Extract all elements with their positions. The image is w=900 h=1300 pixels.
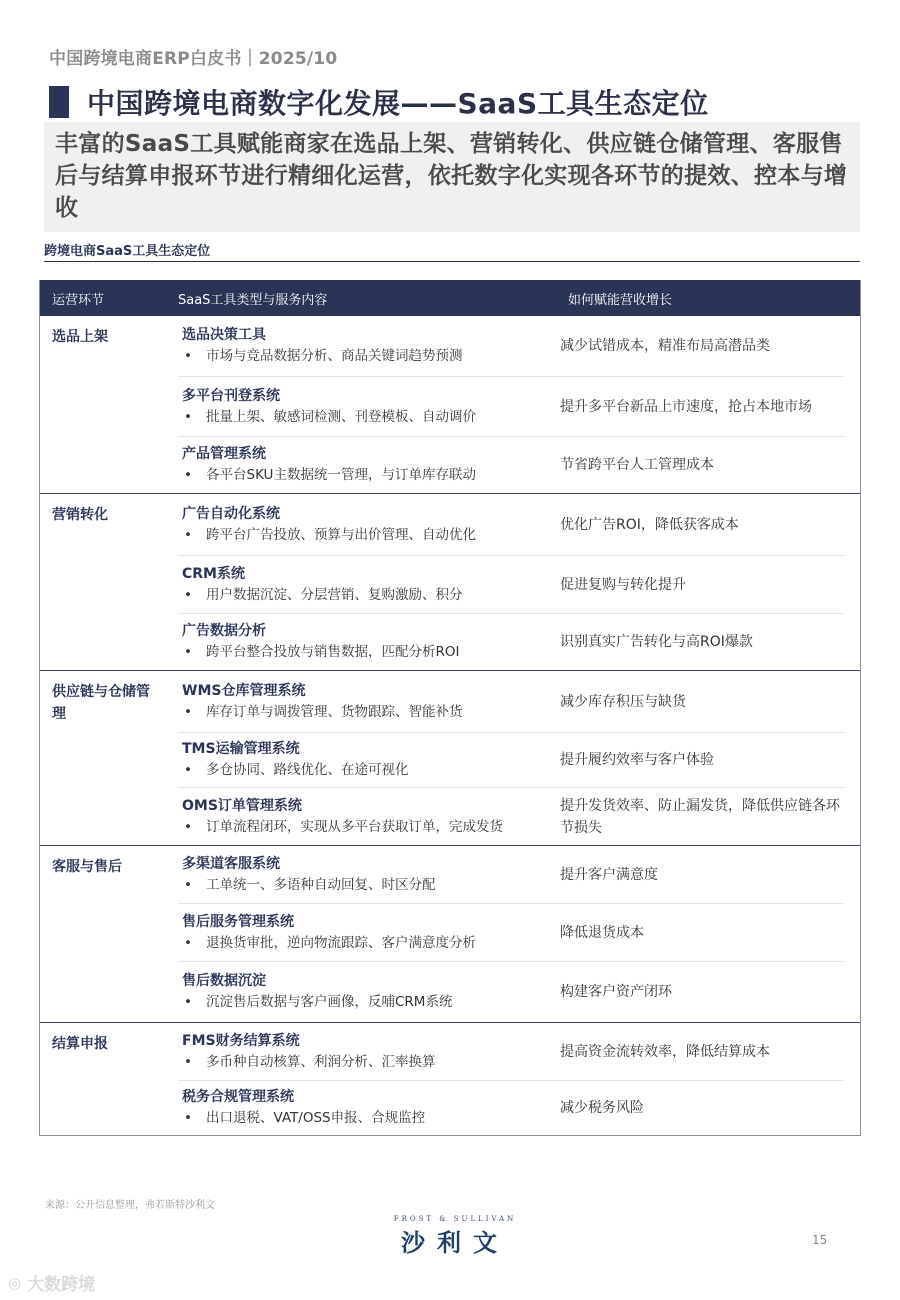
tool-name: 多平台刊登系统 xyxy=(182,387,280,404)
stage-label: 客服与售后 xyxy=(52,859,122,875)
bullet-icon: • xyxy=(184,994,192,1010)
value-text: 减少税务风险 xyxy=(560,1100,644,1116)
tool-description: 多仓协同、路线优化、在途可视化 xyxy=(206,762,409,778)
table-row xyxy=(178,962,844,1022)
tool-name: OMS订单管理系统 xyxy=(182,797,302,814)
tool-description: 多币种自动核算、利润分析、汇率换算 xyxy=(206,1053,436,1070)
bullet-icon: • xyxy=(184,818,192,835)
bullet-icon: • xyxy=(184,526,192,543)
bullet-icon: • xyxy=(184,762,192,778)
saas-ecosystem-table xyxy=(39,280,861,1136)
table-row xyxy=(178,733,844,788)
value-text: 促进复购与转化提升 xyxy=(560,576,686,593)
tool-name: 税务合规管理系统 xyxy=(182,1089,294,1105)
table-row xyxy=(178,904,844,962)
value-text: 提升发货效率、防止漏发货，降低供应链各环节损失 xyxy=(560,797,840,836)
value-text: 提升客户满意度 xyxy=(560,866,658,883)
title-row xyxy=(49,82,709,122)
summary-text: 丰富的SaaS工具赋能商家在选品上架、营销转化、供应链仓储管理、客服售后与结算申报环节进行精细化运营，依托数字化实现各环节的提效、控本与增收 xyxy=(55,131,848,221)
value-text: 降低退货成本 xyxy=(560,924,644,941)
tool-description: 沉淀售后数据与客户画像，反哺CRM系统 xyxy=(206,994,453,1010)
value-text: 节省跨平台人工管理成本 xyxy=(560,457,714,473)
stage-label: 结算申报 xyxy=(52,1036,108,1052)
table-row xyxy=(178,494,844,556)
table-row xyxy=(178,556,844,614)
logo-chinese-text: 沙利文 xyxy=(401,1229,509,1257)
page-number: 15 xyxy=(812,1233,828,1247)
table-row xyxy=(178,437,844,493)
stage-label: 营销转化 xyxy=(52,507,108,523)
bullet-icon: • xyxy=(184,348,192,364)
table-header-row xyxy=(40,280,860,316)
bullet-icon: • xyxy=(184,1110,192,1126)
table-row xyxy=(178,377,844,437)
tool-description: 退换货审批，逆向物流跟踪、客户满意度分析 xyxy=(206,934,476,951)
tool-description: 各平台SKU主数据统一管理，与订单库存联动 xyxy=(206,467,476,483)
column-header-tool: SaaS工具类型与服务内容 xyxy=(178,292,328,308)
table-row xyxy=(178,1023,844,1081)
column-header-stage: 运营环节 xyxy=(52,292,105,308)
page-title: 中国跨境电商数字化发展——SaaS工具生态定位 xyxy=(87,87,709,120)
tool-name: 售后服务管理系统 xyxy=(182,913,294,930)
logo-english-text: FROST & SULLIVAN xyxy=(393,1215,517,1223)
tool-name: 产品管理系统 xyxy=(182,446,266,462)
bullet-icon: • xyxy=(184,1053,192,1070)
tool-description: 库存订单与调拨管理、货物跟踪、智能补货 xyxy=(206,703,463,720)
stage-label: 选品上架 xyxy=(52,329,108,345)
summary-box xyxy=(44,122,860,232)
table-group-customer-service xyxy=(40,846,860,1023)
tool-description: 出口退税、VAT/OSS申报、合规监控 xyxy=(206,1110,426,1126)
tool-description: 批量上架、敏感词检测、刊登模板、自动调价 xyxy=(206,408,476,425)
report-header: 中国跨境电商ERP白皮书｜2025/10 xyxy=(49,49,338,69)
frost-sullivan-logo xyxy=(390,1215,520,1258)
bullet-icon: • xyxy=(184,586,192,603)
table-row xyxy=(178,1081,844,1135)
tool-description: 订单流程闭环，实现从多平台获取订单，完成发货 xyxy=(206,818,503,835)
tool-name: 多渠道客服系统 xyxy=(182,855,280,872)
table-row xyxy=(178,316,844,377)
tool-description: 跨平台广告投放、预算与出价管理、自动优化 xyxy=(206,526,476,543)
value-text: 提升履约效率与客户体验 xyxy=(560,752,714,768)
tool-name: CRM系统 xyxy=(182,565,245,582)
watermark-text: 大数跨境 xyxy=(27,1275,96,1295)
tool-description: 跨平台整合投放与销售数据，匹配分析ROI xyxy=(206,644,460,660)
value-text: 识别真实广告转化与高ROI爆款 xyxy=(560,634,753,650)
table-group-marketing xyxy=(40,494,860,671)
bullet-icon: • xyxy=(184,644,192,660)
table-group-product-listing xyxy=(40,316,860,494)
value-text: 提高资金流转效率，降低结算成本 xyxy=(560,1043,770,1060)
value-text: 减少试错成本，精准布局高潜品类 xyxy=(560,338,770,354)
bullet-icon: • xyxy=(184,408,192,425)
value-text: 提升多平台新品上市速度，抢占本地市场 xyxy=(560,398,812,415)
tool-name: 售后数据沉淀 xyxy=(182,973,266,989)
tool-name: 广告自动化系统 xyxy=(182,505,280,522)
bullet-icon: • xyxy=(184,934,192,951)
stage-label: 供应链与仓储管理 xyxy=(52,684,150,722)
value-text: 构建客户资产闭环 xyxy=(560,984,672,1000)
watermark-logo-icon: ◎ xyxy=(8,1273,22,1292)
tool-description: 市场与竞品数据分析、商品关键词趋势预测 xyxy=(206,348,463,364)
bullet-icon: • xyxy=(184,703,192,720)
table-row xyxy=(178,671,844,733)
watermark xyxy=(8,1270,95,1295)
source-note: 来源：公开信息整理，弗若斯特沙利文 xyxy=(45,1200,215,1211)
tool-name: 选品决策工具 xyxy=(182,327,266,343)
table-group-supply-chain xyxy=(40,671,860,846)
table-row xyxy=(178,788,844,845)
table-row xyxy=(178,614,844,670)
table-row xyxy=(178,846,844,904)
tool-name: TMS运输管理系统 xyxy=(182,741,300,757)
title-accent-bar xyxy=(49,86,69,118)
tool-description: 用户数据沉淀、分层营销、复购激励、积分 xyxy=(206,586,463,603)
value-text: 优化广告ROI，降低获客成本 xyxy=(560,516,739,533)
table-group-settlement xyxy=(40,1023,860,1135)
tool-name: FMS财务结算系统 xyxy=(182,1032,300,1049)
bullet-icon: • xyxy=(184,876,192,893)
tool-name: 广告数据分析 xyxy=(182,623,266,639)
table-subtitle: 跨境电商SaaS工具生态定位 xyxy=(44,240,860,262)
tool-name: WMS仓库管理系统 xyxy=(182,682,306,699)
bullet-icon: • xyxy=(184,467,192,483)
tool-description: 工单统一、多语种自动回复、时区分配 xyxy=(206,876,436,893)
column-header-value: 如何赋能营收增长 xyxy=(568,292,673,308)
value-text: 减少库存积压与缺货 xyxy=(560,693,686,710)
